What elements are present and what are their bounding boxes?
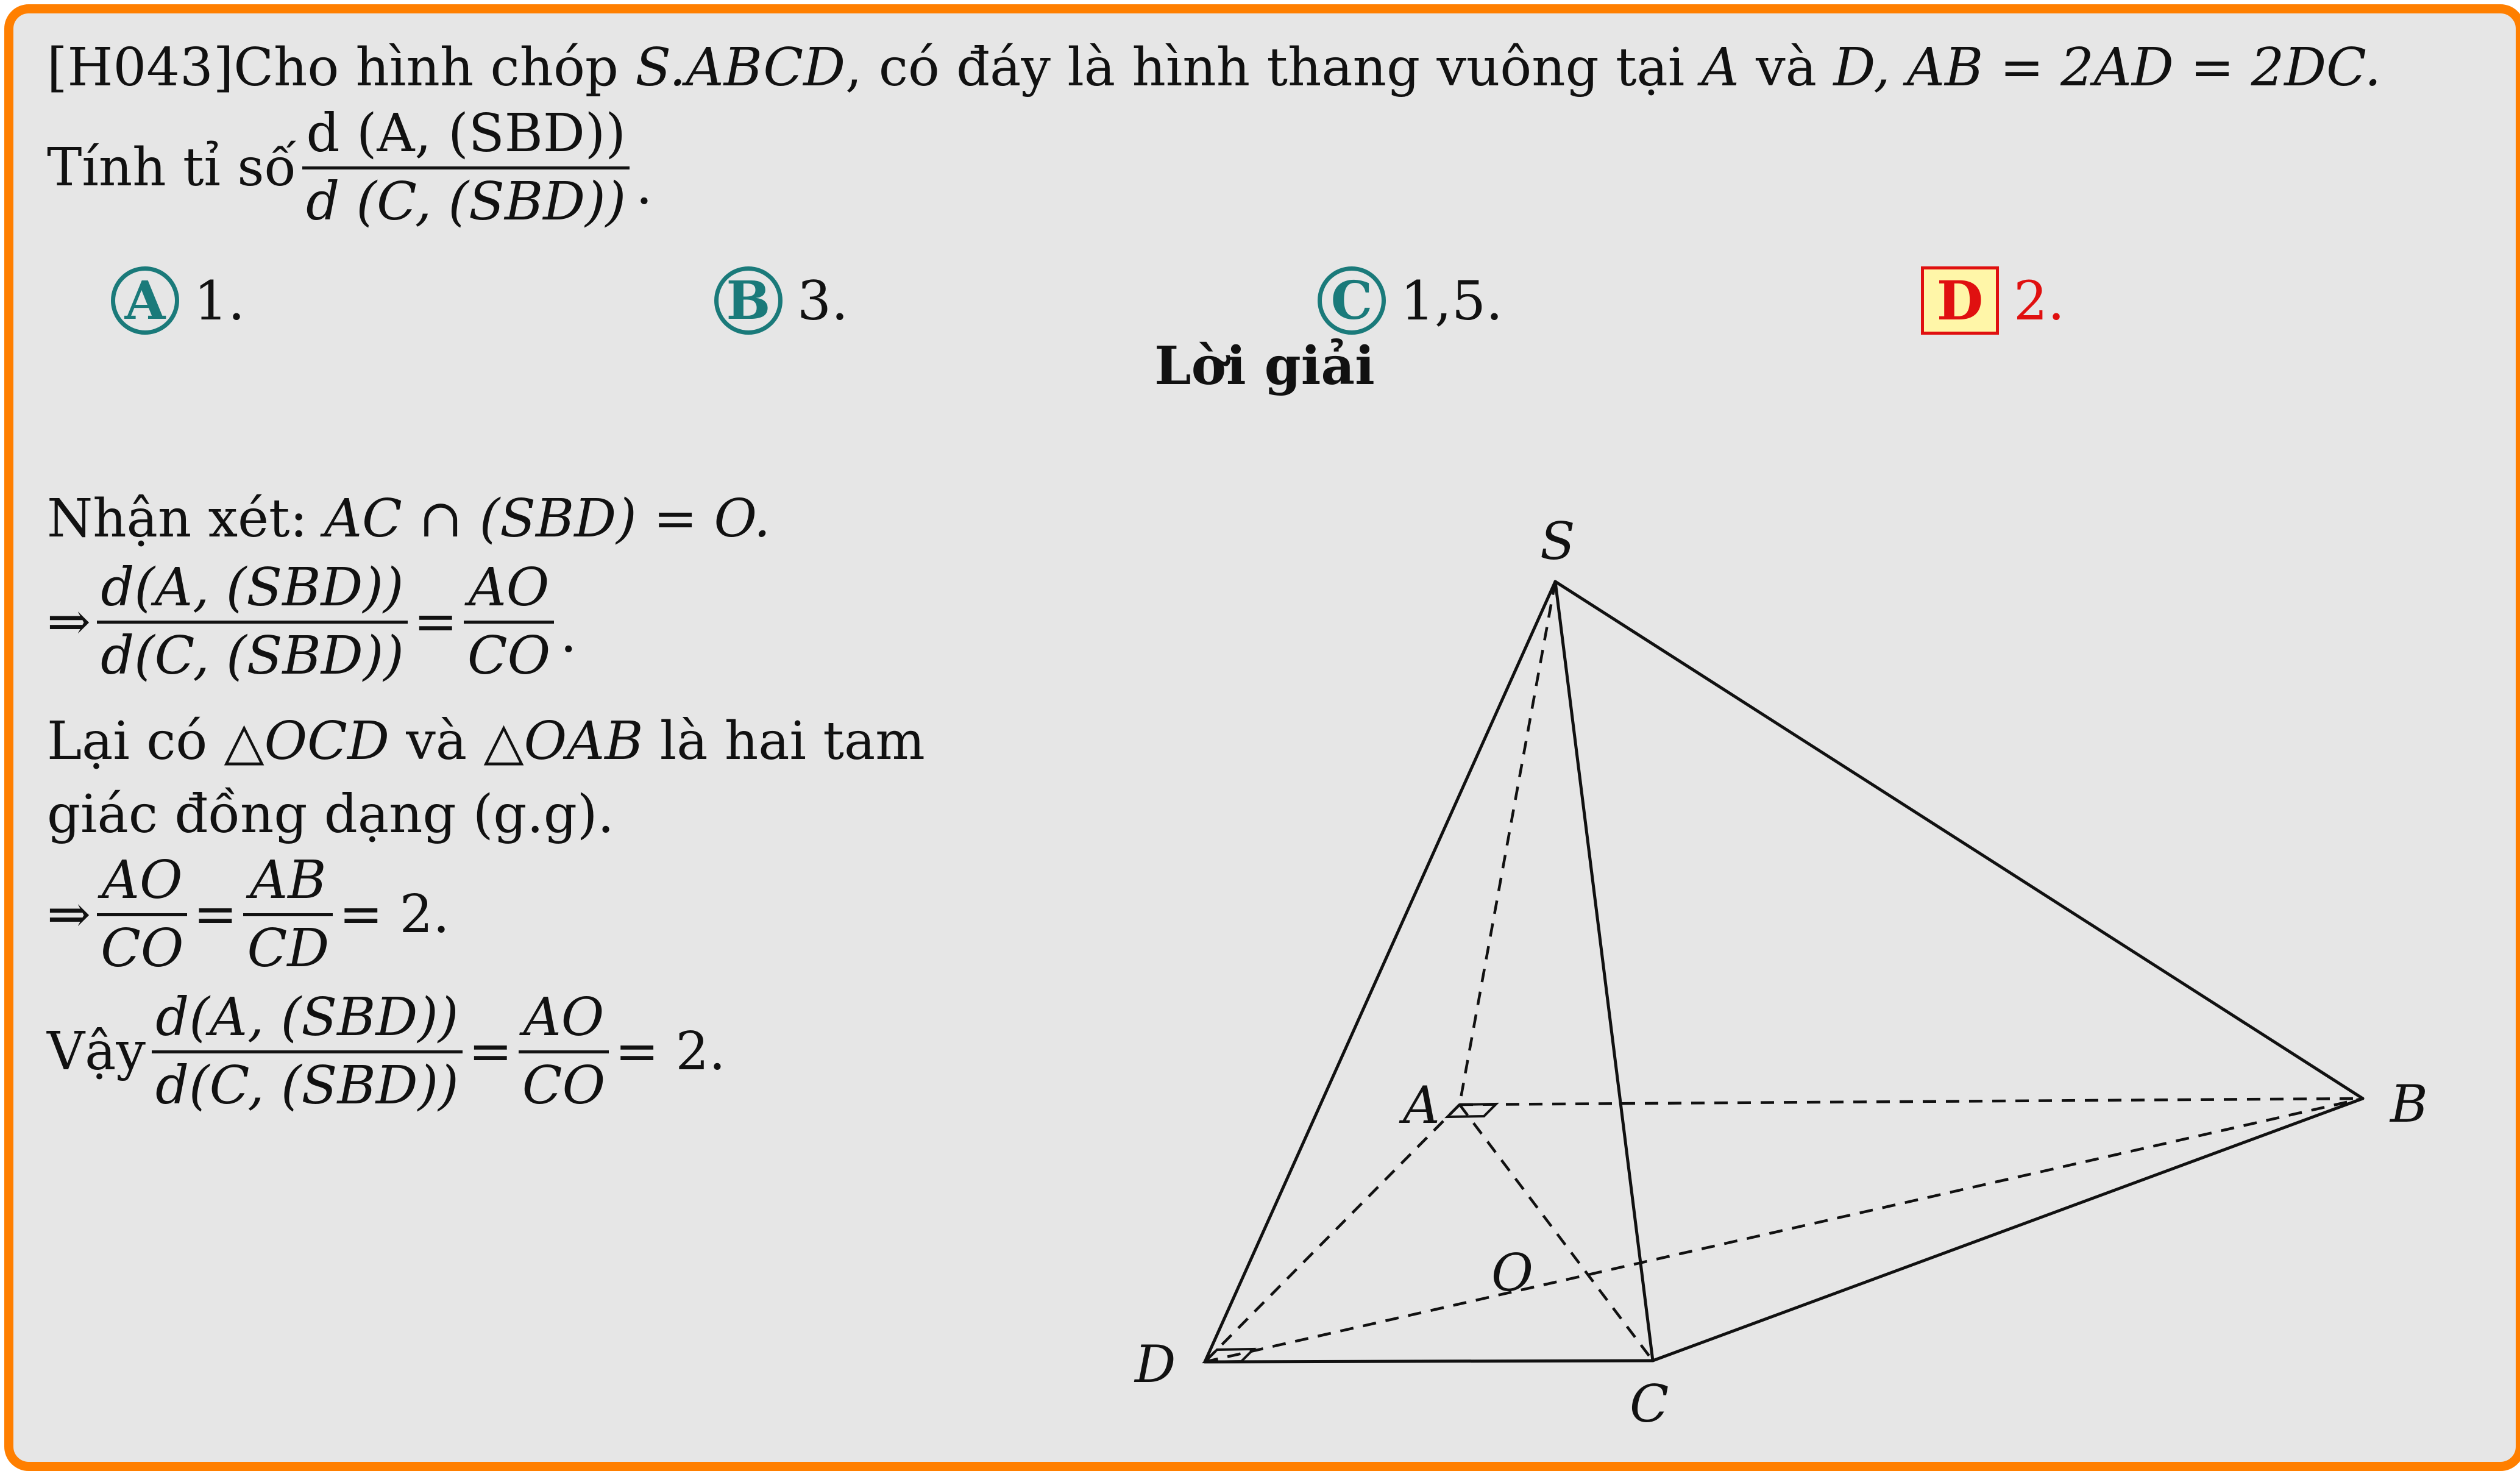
solution-line-4: giác đồng dạng (g.g). [47, 784, 614, 845]
edge-db [1205, 1099, 2363, 1362]
triangle-oab: △OAB [483, 711, 644, 772]
choice-a-letter: A [111, 266, 179, 335]
f6-numerator: AO [519, 989, 609, 1053]
problem-code: [H043] [47, 37, 234, 98]
label-c: C [1630, 1374, 1669, 1434]
problem-equation: AB = 2AD = 2DC. [1906, 37, 2382, 98]
pyramid-diagram [13, 13, 2516, 1462]
edge-sc [1555, 582, 1653, 1361]
edge-dc [1205, 1361, 1653, 1362]
remark-equation: AC ∩ (SBD) = O. [324, 488, 771, 549]
triangle-ocd: △OCD [224, 711, 389, 772]
dot: . [560, 603, 577, 664]
f3-numerator: AO [97, 852, 187, 916]
implies-symbol-2: ⇒ [47, 883, 91, 945]
implies-symbol: ⇒ [47, 591, 91, 652]
line3-a: Lại có [47, 711, 208, 772]
f2-denominator: CO [467, 625, 551, 686]
label-o: O [1491, 1243, 1533, 1303]
choice-b-value: 3. [797, 269, 848, 332]
ratio-denominator: d (C, (SBD)) [306, 171, 626, 232]
f1-numerator: d(A, (SBD)) [97, 559, 408, 624]
equals-sign: = [413, 591, 458, 652]
edge-ab [1460, 1099, 2363, 1105]
edge-sb [1555, 582, 2363, 1099]
remark-label: Nhận xét: [47, 488, 308, 549]
f5-numerator: d(A, (SBD)) [152, 989, 463, 1053]
label-b: B [2390, 1074, 2428, 1134]
result-value: = 2. [339, 883, 450, 945]
problem-intro: Cho hình chóp [233, 37, 619, 98]
f6-denominator: CO [522, 1055, 606, 1116]
ask-text: Tính tỉ số [47, 137, 297, 198]
ratio-end: . [636, 155, 653, 216]
solution-heading: Lời giải [1154, 335, 1375, 397]
vertex-a: A [1701, 37, 1739, 98]
label-s: S [1540, 511, 1575, 571]
f4-denominator: CD [247, 917, 330, 979]
equals-sign-2: = [193, 883, 238, 945]
vertex-d: D, [1833, 37, 1890, 98]
f5-denominator: d(C, (SBD)) [155, 1055, 459, 1116]
edge-ac [1460, 1105, 1653, 1361]
label-a: A [1403, 1075, 1440, 1135]
and-word: và [1756, 37, 1817, 98]
edge-cb [1653, 1099, 2363, 1361]
choice-b-letter: B [714, 266, 783, 335]
problem-desc: , có đáy là hình thang vuông tại [845, 37, 1685, 98]
line3-b: và [406, 711, 467, 772]
choice-d-value: 2. [2014, 269, 2065, 332]
choice-a-value: 1. [194, 269, 245, 332]
edge-sa [1460, 582, 1555, 1105]
label-d: D [1135, 1334, 1176, 1394]
right-angle-a [1447, 1104, 1496, 1117]
final-result: = 2. [615, 1020, 726, 1082]
problem-card [4, 4, 2520, 1471]
f2-numerator: AO [464, 559, 554, 624]
f4-numerator: AB [243, 852, 333, 916]
choice-c-value: 1,5. [1400, 269, 1503, 332]
equals-sign-3: = [468, 1020, 513, 1082]
f3-denominator: CO [101, 917, 184, 979]
conclusion-label: Vậy [47, 1020, 146, 1082]
pyramid-name: S.ABCD [635, 37, 846, 98]
edge-ad [1205, 1105, 1460, 1362]
choice-d-letter: D [1921, 266, 1999, 335]
line3-c: là hai tam [659, 711, 925, 772]
ratio-numerator: d (A, (SBD)) [302, 105, 630, 169]
choice-c-letter: C [1318, 266, 1386, 335]
f1-denominator: d(C, (SBD)) [101, 625, 404, 686]
